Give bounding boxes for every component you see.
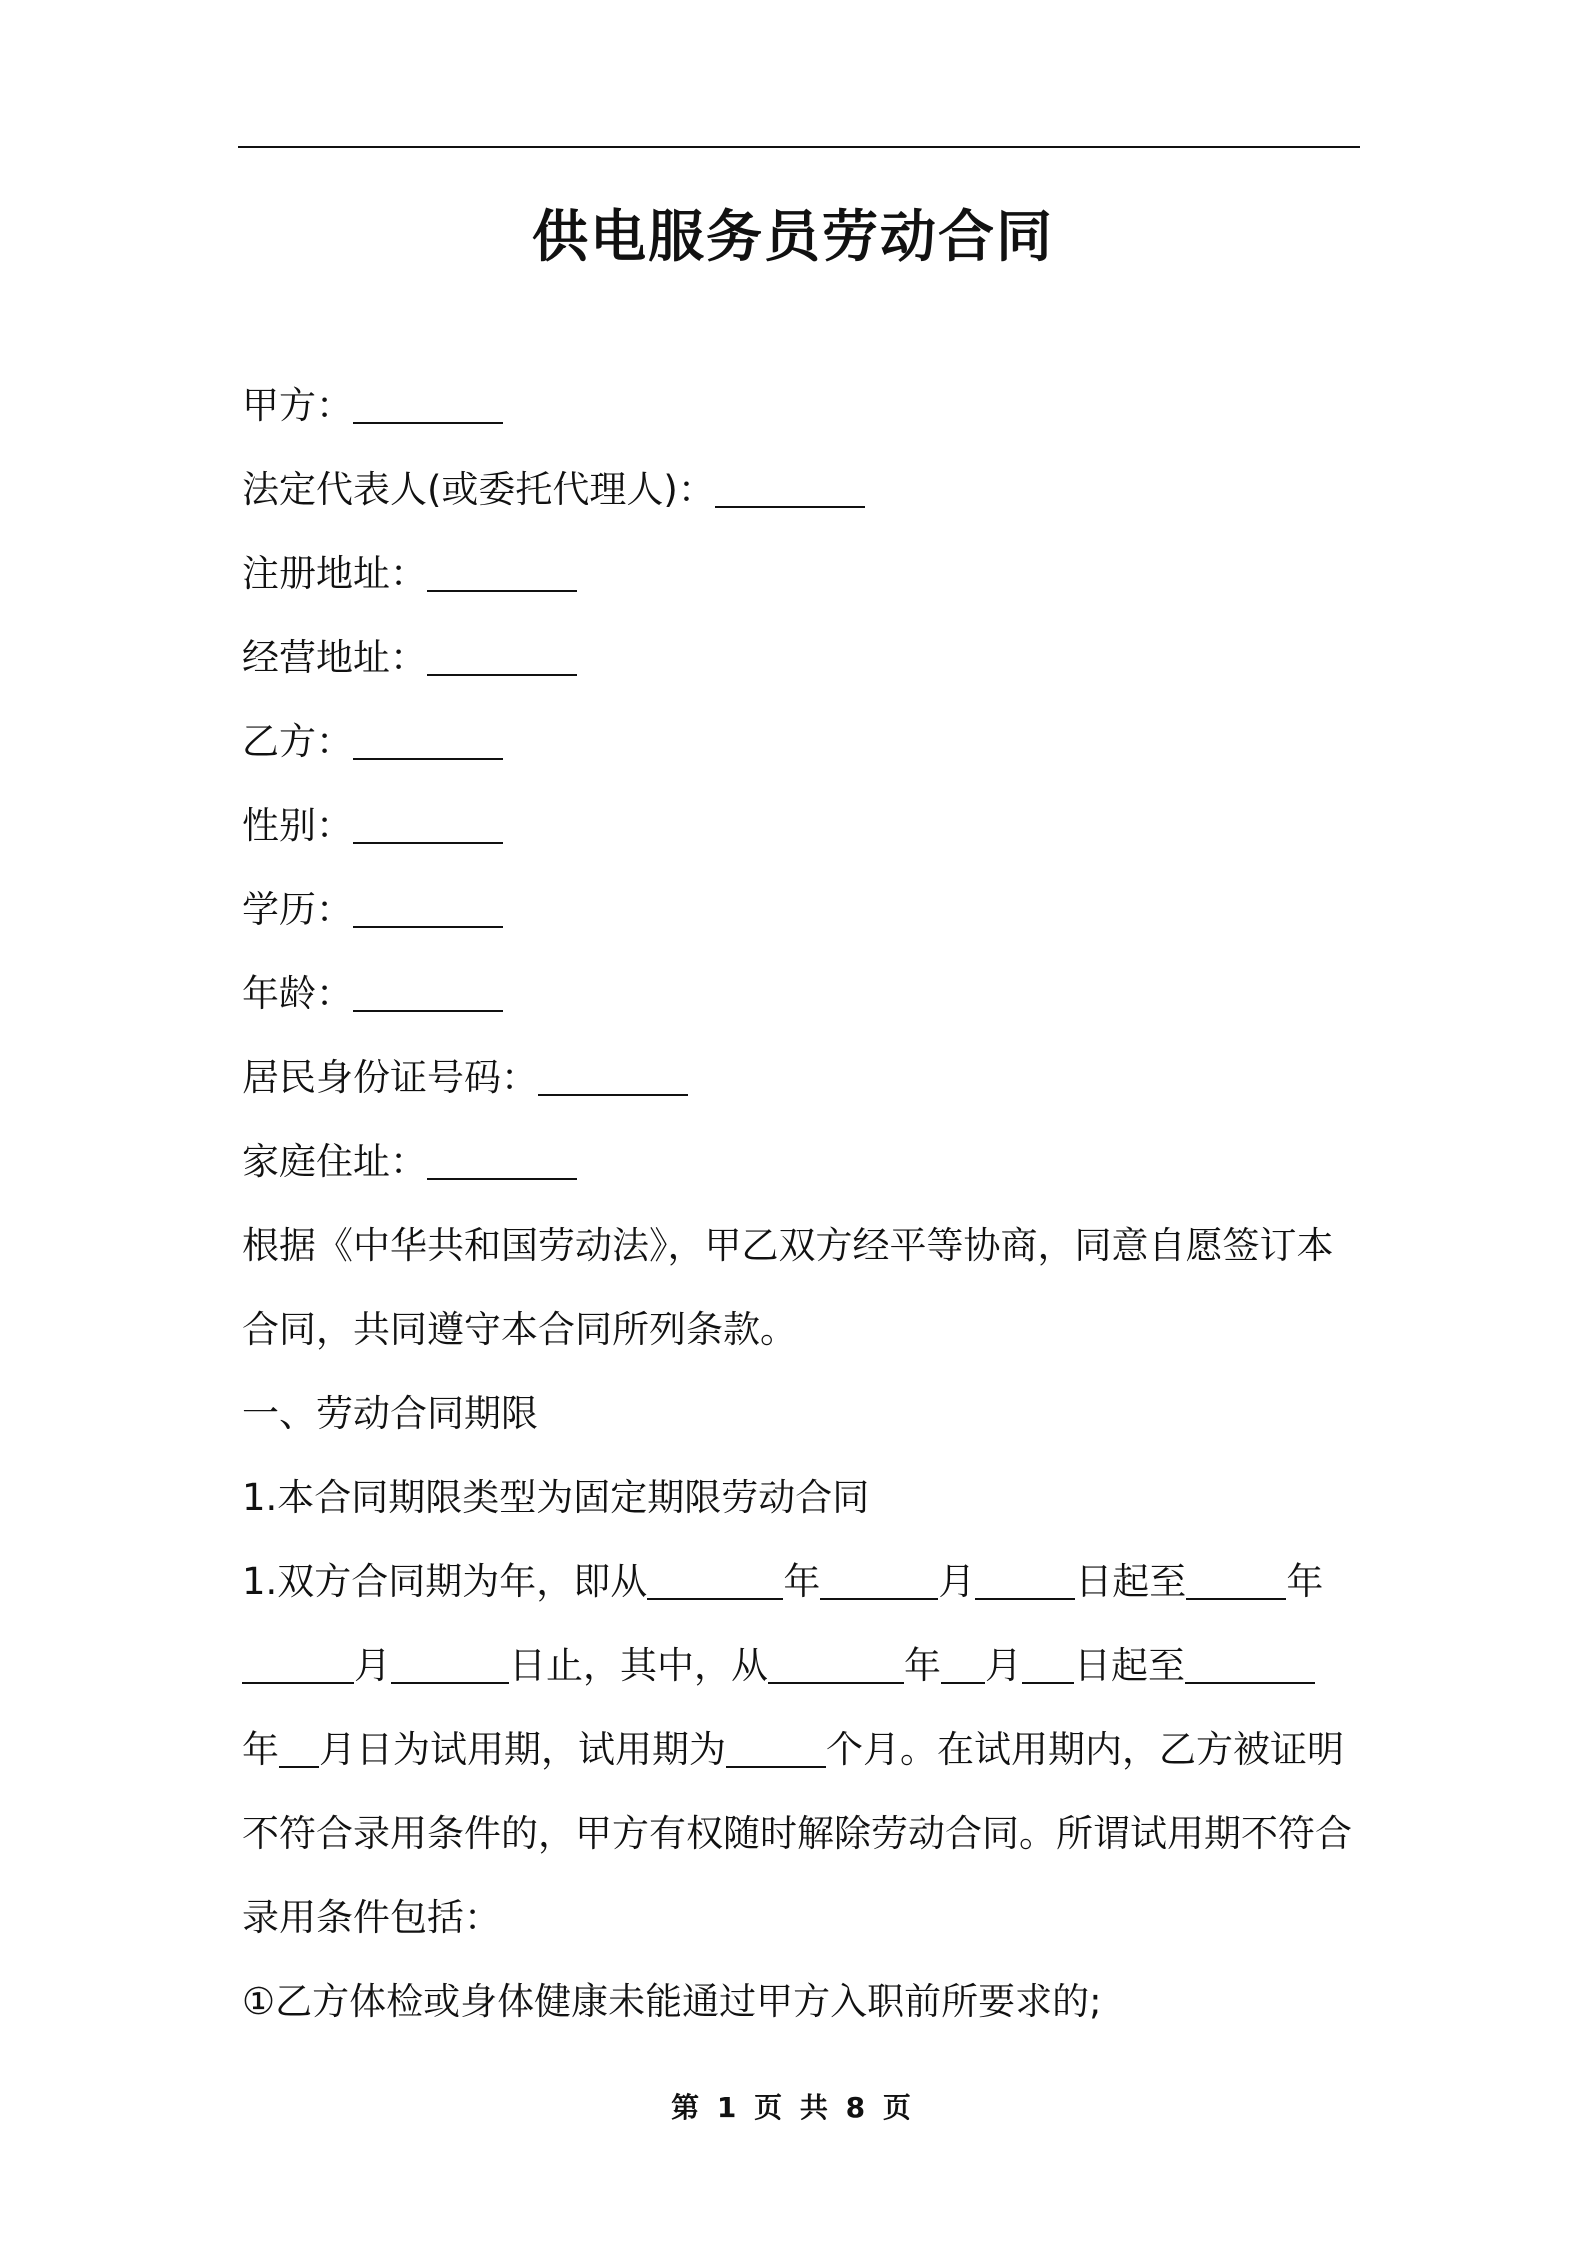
blank-line[interactable] [427, 638, 577, 676]
field-label: 甲方： [242, 384, 353, 427]
blank-line[interactable] [391, 1646, 509, 1684]
clause-text: 月 [985, 1644, 1022, 1687]
blank-line[interactable] [427, 554, 577, 592]
blank-line[interactable] [726, 1730, 826, 1768]
blank-line[interactable] [1022, 1646, 1074, 1684]
clause-term-line-3 [242, 1724, 1344, 1776]
clause-text: 个月。在试用期内，乙方被证明 [826, 1728, 1344, 1771]
clause-term-line-5: 录用条件包括： [242, 1896, 501, 1939]
blank-line[interactable] [242, 1646, 354, 1684]
blank-line[interactable] [820, 1562, 938, 1600]
blank-line[interactable] [1185, 1646, 1315, 1684]
field-education [242, 884, 503, 936]
field-party-b [242, 716, 503, 768]
clause-text: 日起至 [1074, 1644, 1185, 1687]
clause-text: 日起至 [1075, 1560, 1187, 1603]
field-label: 乙方： [242, 720, 353, 763]
clause-text: 日止，其中，从 [509, 1644, 768, 1687]
blank-line[interactable] [647, 1562, 783, 1600]
field-label: 注册地址： [242, 552, 427, 595]
blank-line[interactable] [941, 1646, 985, 1684]
blank-line[interactable] [975, 1562, 1075, 1600]
clause-text: 1.双方合同期为年，即从 [242, 1560, 648, 1603]
field-registered-address [242, 548, 577, 600]
blank-line[interactable] [353, 722, 503, 760]
field-label: 性别： [242, 804, 353, 847]
field-home-address [242, 1136, 577, 1188]
field-age [242, 968, 503, 1020]
field-label: 居民身份证号码： [242, 1056, 538, 1099]
field-label: 法定代表人(或委托代理人)： [242, 468, 715, 511]
field-label: 学历： [242, 888, 353, 931]
intro-line-1: 根据《中华共和国劳动法》，甲乙双方经平等协商，同意自愿签订本 [242, 1224, 1334, 1267]
blank-line[interactable] [353, 974, 503, 1012]
field-id-number [242, 1052, 688, 1104]
field-party-a [242, 380, 503, 432]
clause-term-line-4: 不符合录用条件的，甲方有权随时解除劳动合同。所谓试用期不符合 [242, 1812, 1352, 1855]
field-legal-representative [242, 464, 865, 516]
page-number: 第 1 页 共 8 页 [671, 2091, 915, 2124]
field-label: 经营地址： [242, 636, 427, 679]
list-item: ①乙方体检或身体健康未能通过甲方入职前所要求的; [242, 1980, 1102, 2023]
clause-text: 年 [1286, 1560, 1324, 1603]
document-title: 供电服务员劳动合同 [532, 205, 1054, 270]
clause-contract-type: 1.本合同期限类型为固定期限劳动合同 [242, 1476, 870, 1519]
clause-text: 月日为试用期，试用期为 [319, 1728, 726, 1771]
field-label: 家庭住址： [242, 1140, 427, 1183]
field-business-address [242, 632, 577, 684]
field-gender [242, 800, 503, 852]
intro-line-2: 合同，共同遵守本合同所列条款。 [242, 1308, 797, 1351]
blank-line[interactable] [538, 1058, 688, 1096]
blank-line[interactable] [1186, 1562, 1286, 1600]
clause-text: 月 [354, 1644, 391, 1687]
clause-text: 年 [242, 1728, 279, 1771]
blank-line[interactable] [353, 806, 503, 844]
blank-line[interactable] [427, 1142, 577, 1180]
section-heading: 一、劳动合同期限 [242, 1392, 538, 1435]
blank-line[interactable] [353, 386, 503, 424]
header-rule [238, 146, 1360, 148]
blank-line[interactable] [715, 470, 865, 508]
blank-line[interactable] [353, 890, 503, 928]
clause-text: 月 [938, 1560, 976, 1603]
blank-line[interactable] [279, 1730, 319, 1768]
blank-line[interactable] [768, 1646, 904, 1684]
clause-text: 年 [904, 1644, 941, 1687]
field-label: 年龄： [242, 972, 353, 1015]
clause-text: 年 [783, 1560, 821, 1603]
clause-term-line-2 [242, 1640, 1315, 1692]
clause-term-line-1 [242, 1556, 1323, 1608]
